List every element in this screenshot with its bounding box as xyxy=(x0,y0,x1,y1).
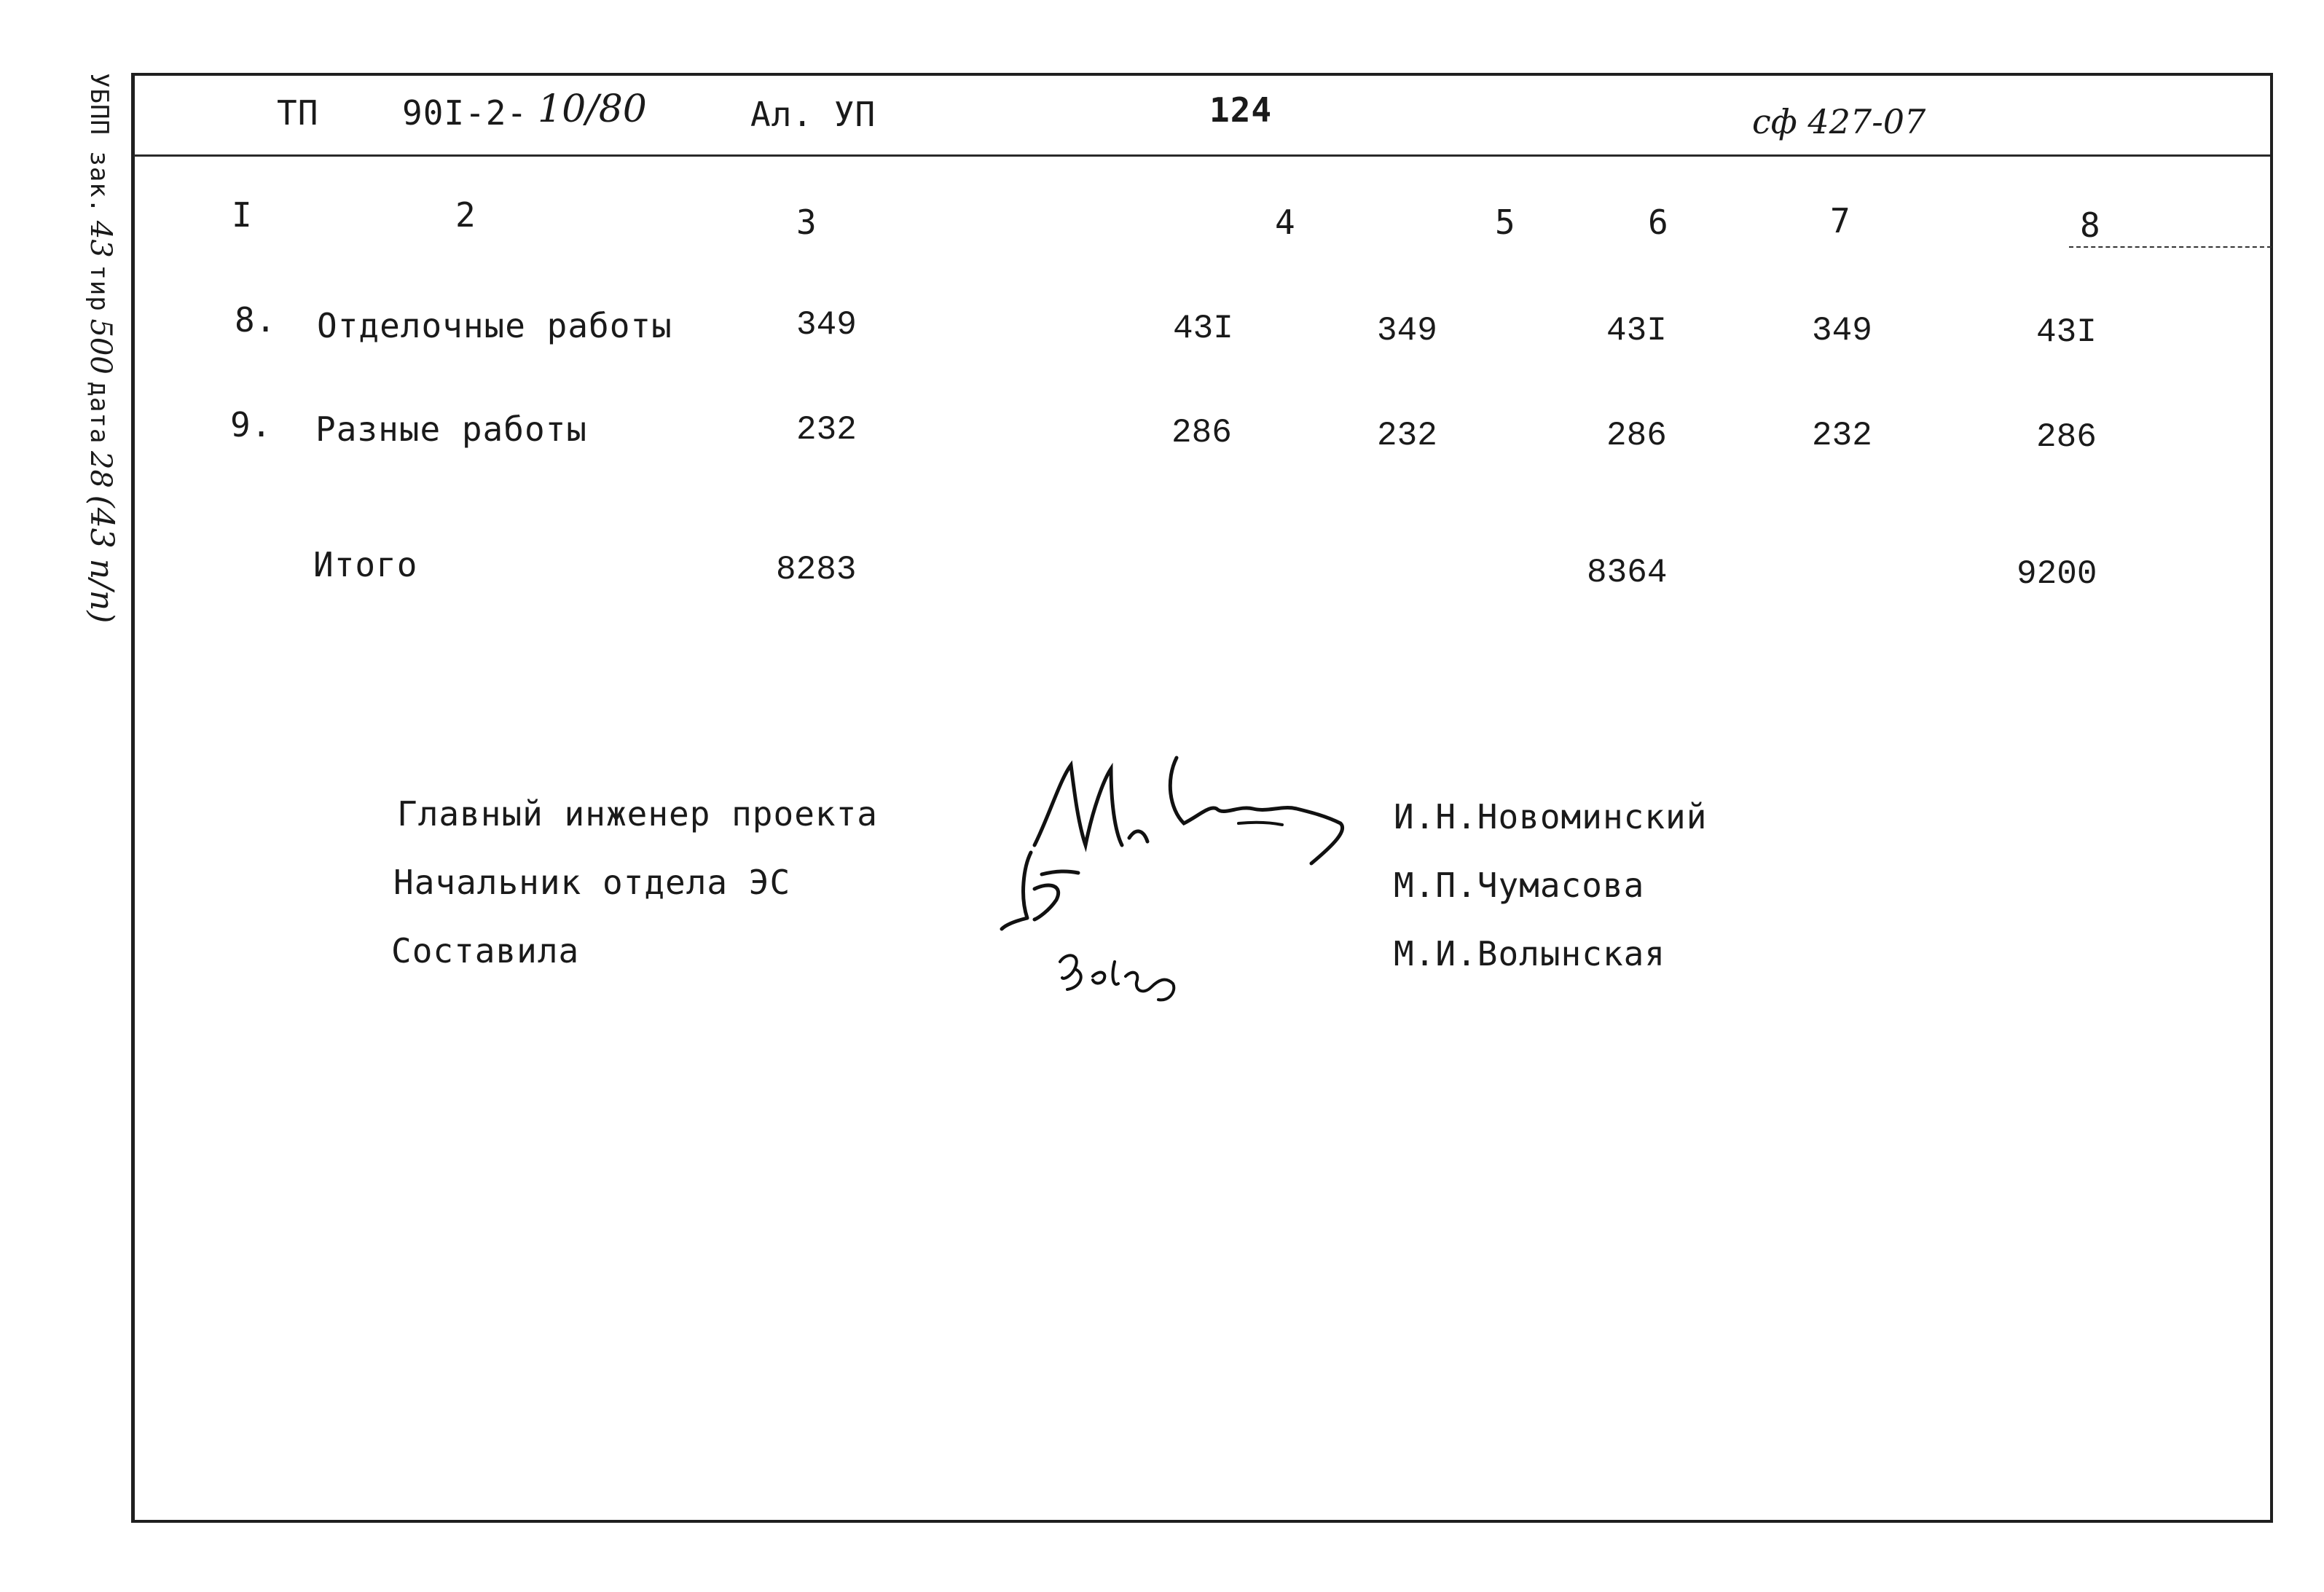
name-department-head: М.П.Чумасова xyxy=(1394,866,1645,905)
total-c6: 8364 xyxy=(1587,554,1668,592)
stamp-print-run: тир xyxy=(85,264,114,312)
stamp-printed: УБПП зак. xyxy=(85,73,114,214)
signature-compiler xyxy=(1049,933,1195,1005)
project-prefix: ТП xyxy=(277,93,319,133)
name-chief-engineer: И.Н.Новоминский xyxy=(1394,797,1708,836)
total-c8: 9200 xyxy=(2017,555,2097,593)
row-9-name: Разные работы xyxy=(315,409,588,449)
col-num-5: 5 xyxy=(1495,203,1516,242)
row-8-name: Отделочные работы xyxy=(317,306,672,345)
album-label: Ал. УП xyxy=(750,95,876,134)
column-rule xyxy=(2069,246,2272,248)
col-num-8: 8 xyxy=(2080,205,2101,245)
col-num-2: 2 xyxy=(455,195,476,235)
row-9-c6: 286 xyxy=(1606,417,1667,455)
page-number: 124 xyxy=(1209,90,1273,130)
name-compiler: М.И.Волынская xyxy=(1394,934,1666,973)
col-num-3: 3 xyxy=(796,203,817,242)
col-num-7: 7 xyxy=(1830,201,1851,240)
row-8-c4: 43I xyxy=(1173,310,1233,348)
row-8-c8: 43I xyxy=(2036,313,2097,351)
sheet-code: сф 427-07 xyxy=(1752,102,1926,141)
row-8-number: 8. xyxy=(235,300,277,340)
stamp-date: 28 xyxy=(84,451,117,488)
row-8-c5: 349 xyxy=(1377,312,1437,350)
row-9-c3: 232 xyxy=(796,411,857,449)
project-suffix: 10/80 xyxy=(538,87,647,131)
project-number: 90I-2- xyxy=(402,93,528,133)
row-8-c3: 349 xyxy=(796,306,857,344)
role-chief-engineer: Главный инженер проекта xyxy=(397,794,878,834)
row-9-c5: 232 xyxy=(1377,417,1437,455)
stamp-order: 43 xyxy=(84,220,117,258)
signature-department-head xyxy=(998,838,1086,947)
role-compiler: Составила xyxy=(391,931,580,971)
total-label: Итого xyxy=(313,545,418,584)
row-9-c8: 286 xyxy=(2036,418,2097,456)
row-9-c7: 232 xyxy=(1812,417,1872,455)
header-rule xyxy=(134,154,2270,157)
col-num-6: 6 xyxy=(1648,203,1669,242)
stamp-sheet: (43 п/п) xyxy=(83,495,120,624)
row-9-c4: 286 xyxy=(1171,414,1232,452)
stamp-date-label: дата xyxy=(85,381,114,444)
col-num-1: I xyxy=(232,195,253,235)
row-9-number: 9. xyxy=(230,405,272,444)
margin-stamp xyxy=(83,73,120,623)
role-department-head: Начальник отдела ЭС xyxy=(393,863,791,902)
row-8-c7: 349 xyxy=(1812,312,1872,350)
total-c3: 8283 xyxy=(776,551,857,589)
col-num-4: 4 xyxy=(1275,203,1296,242)
row-8-c6: 43I xyxy=(1606,312,1667,350)
stamp-copies: 500 xyxy=(84,318,117,375)
